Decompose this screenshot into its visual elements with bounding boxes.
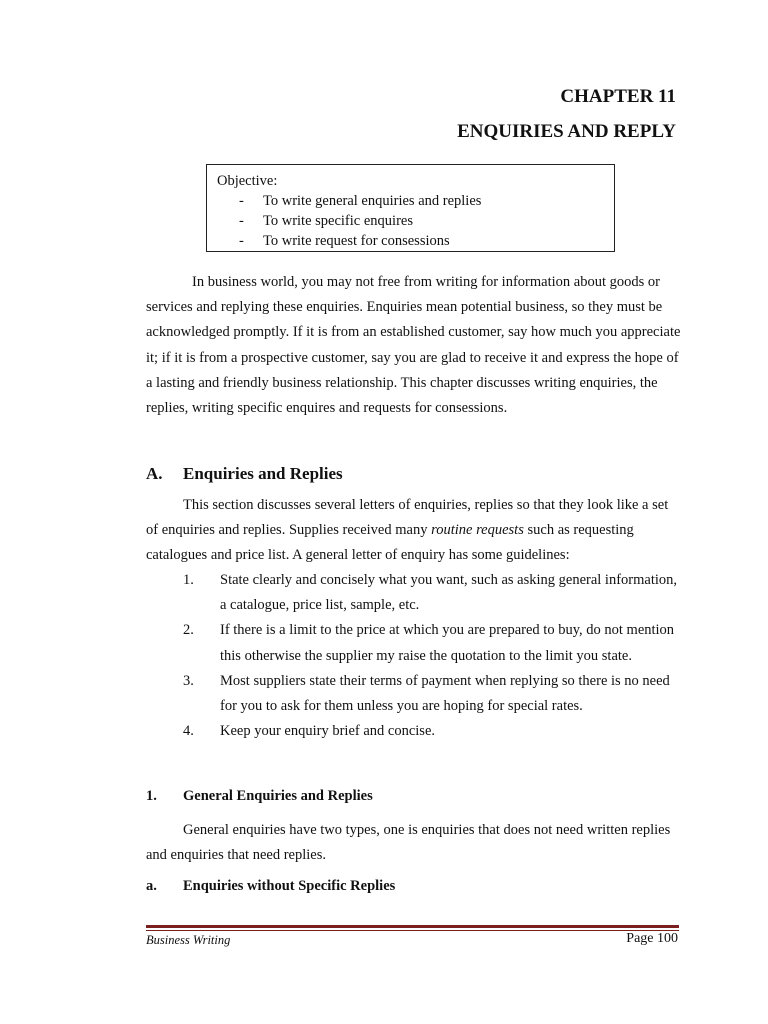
guideline-number: 4. xyxy=(183,723,194,740)
chapter-number: CHAPTER 11 xyxy=(560,86,676,107)
section-a-text-before: This section discusses several letters of enquiries, replies so that they look like a set of enquiries and replies. Supplies received many xyxy=(146,497,669,539)
guideline-text: Keep your enquiry brief and concise. xyxy=(220,723,436,740)
guideline-item xyxy=(183,719,683,744)
subsection-a-title: Enquiries without Specific Replies xyxy=(183,878,396,894)
objective-item: - To write request for consessions xyxy=(239,231,604,251)
footer-rule-thin xyxy=(146,930,679,931)
guideline-number: 1. xyxy=(183,572,194,588)
subsection-1-number: 1. xyxy=(146,788,157,804)
section-a-italic-term: routine requests xyxy=(431,522,524,539)
objective-list xyxy=(217,191,604,251)
guideline-item xyxy=(183,568,683,618)
subsection-a-heading xyxy=(146,878,395,895)
chapter-title: ENQUIRIES AND REPLY xyxy=(457,121,676,142)
subsection-1-paragraph: General enquiries have two types, one is enquiries that does not need written replies and enquiries that need replies. xyxy=(146,822,671,864)
objective-heading: Objective: xyxy=(217,173,278,189)
section-a-number: A. xyxy=(146,464,163,483)
guideline-number: 3. xyxy=(183,672,194,689)
section-a-text-after: such as requesting catalogues and price list. A general letter of enquiry has some guidelines: xyxy=(146,522,634,564)
subsection-a-number: a. xyxy=(146,878,157,894)
page-number: Page 100 xyxy=(626,931,678,946)
objective-item: - To write general enquiries and replies xyxy=(239,191,604,211)
objective-box xyxy=(206,164,615,252)
subsection-1-title: General Enquiries and Replies xyxy=(183,788,373,804)
objective-item: - To write specific enquires xyxy=(239,211,604,231)
guideline-number: 2. xyxy=(183,622,194,639)
guideline-item xyxy=(183,618,683,668)
guideline-text: Most suppliers state their terms of payment when replying so there is no need for you to ask for them unless you are hoping for special rates. xyxy=(220,672,670,715)
section-a-paragraph xyxy=(146,493,682,569)
section-a-heading xyxy=(146,464,343,484)
section-a-title: Enquiries and Replies xyxy=(183,464,343,483)
intro-paragraph: In business world, you may not free from writing for information about goods or services and replying these enquiries. Enquiries mean potential business, so they must be acknowledged promptly. If it is from an established customer, say how much you appreciate it; if it is from a prospective customer, say you are glad to receive it and express the hope of a lasting and friendly business relationship. This chapter discusses writing enquiries, the replies, writing specific enquires and requests for consessions. xyxy=(146,274,681,417)
guideline-item xyxy=(183,669,683,719)
footer-book-title: Business Writing xyxy=(146,933,231,947)
footer-rule xyxy=(146,925,679,928)
subsection-1-heading xyxy=(146,788,373,805)
guideline-text: State clearly and concisely what you want, such as asking general information, a catalogue, price list, sample, etc. xyxy=(220,572,678,614)
guideline-text: If there is a limit to the price at which you are prepared to buy, do not mention this otherwise the supplier my raise the quotation to the limit you state. xyxy=(220,622,675,664)
guidelines-list xyxy=(183,568,683,744)
